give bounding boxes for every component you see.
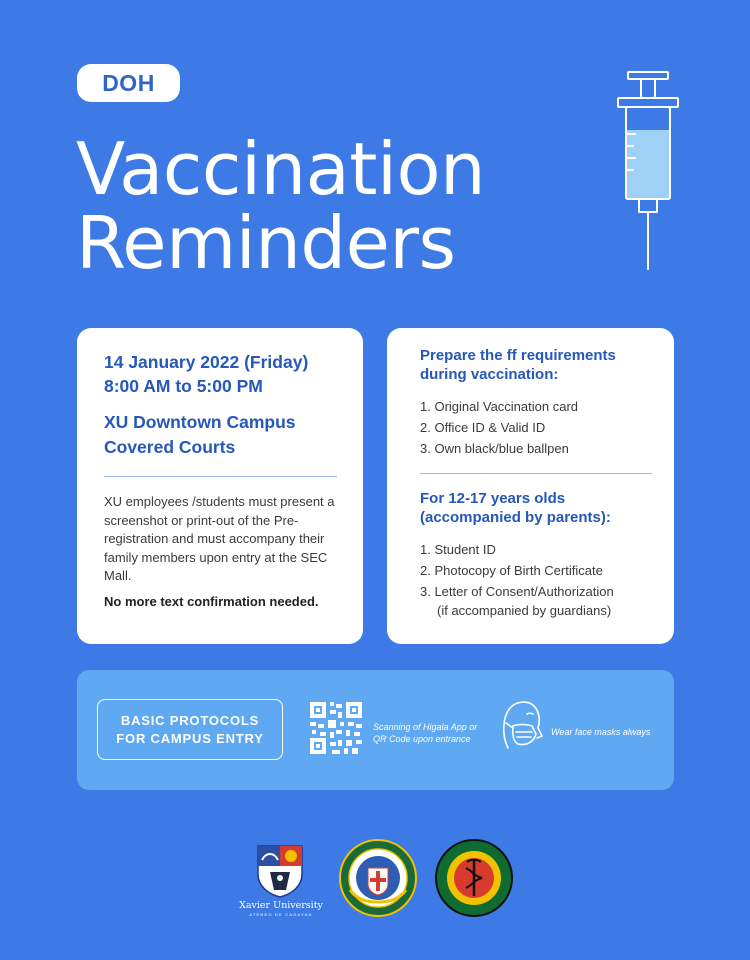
protocols-label-line-1: BASIC PROTOCOLS [120, 712, 260, 728]
protocols-label-line-2: FOR CAMPUS ENTRY [116, 730, 264, 746]
minors-heading [420, 489, 652, 527]
title-line-1: Vaccination [76, 127, 486, 211]
minors-heading-line-2: (accompanied by parents): [420, 509, 611, 526]
requirements-card [387, 328, 674, 644]
divider [104, 476, 337, 477]
xavier-university-logo [236, 838, 326, 922]
list-item-note: (if accompanied by guardians) [437, 603, 612, 618]
title-line-2: Reminders [76, 201, 456, 285]
syringe-icon [612, 64, 684, 274]
qr-instruction-line-1: Scanning of Higala App or [373, 722, 478, 732]
minors-requirements-list [420, 539, 652, 619]
protocols-panel [77, 670, 674, 790]
doh-seal-logo [338, 838, 418, 918]
nmmc-seal-logo [434, 838, 514, 918]
place-line-2: Covered Courts [104, 437, 236, 457]
schedule-time: 8:00 AM to 5:00 PM [104, 376, 263, 396]
requirements-heading-line-2: during vaccination: [420, 366, 559, 383]
minors-heading-line-1: For 12-17 years olds [420, 490, 566, 507]
page-title [76, 127, 486, 285]
qr-instruction [373, 721, 493, 745]
qr-code-icon [310, 702, 362, 754]
requirements-heading [420, 346, 652, 384]
schedule-description: XU employees /students must present a screenshot or print-out of the Pre-registration and must accompany their family members upon entry at the SEC Mall. [104, 494, 335, 583]
list-item: 2. Office ID & Valid ID [420, 420, 546, 435]
place-line-1: XU Downtown Campus [104, 412, 296, 432]
xu-name: Xavier University [239, 900, 323, 911]
schedule-note: No more text confirmation needed. [104, 593, 319, 609]
protocols-label [97, 699, 283, 760]
list-item: 1. Original Vaccination card [420, 399, 579, 414]
schedule-place [104, 410, 337, 460]
requirements-list [420, 396, 652, 459]
doh-badge: DOH [77, 64, 180, 102]
list-item: 3. Letter of Consent/Authorization [420, 584, 614, 599]
list-item: 1. Student ID [420, 542, 496, 557]
schedule-card [77, 328, 363, 644]
schedule-date: 14 January 2022 (Friday) [104, 352, 309, 372]
requirements-heading-line-1: Prepare the ff requirements [420, 347, 616, 364]
face-mask-icon [496, 696, 546, 756]
mask-instruction: Wear face masks always [551, 727, 651, 737]
qr-instruction-line-2: QR Code upon entrance [373, 734, 471, 744]
footer-logos [0, 838, 750, 948]
list-item: 2. Photocopy of Birth Certificate [420, 563, 603, 578]
xu-subtitle: ATENEO DE CAGAYAN [249, 912, 313, 917]
xu-shield-icon [256, 844, 304, 898]
list-item: 3. Own black/blue ballpen [420, 441, 569, 456]
divider [420, 473, 652, 474]
